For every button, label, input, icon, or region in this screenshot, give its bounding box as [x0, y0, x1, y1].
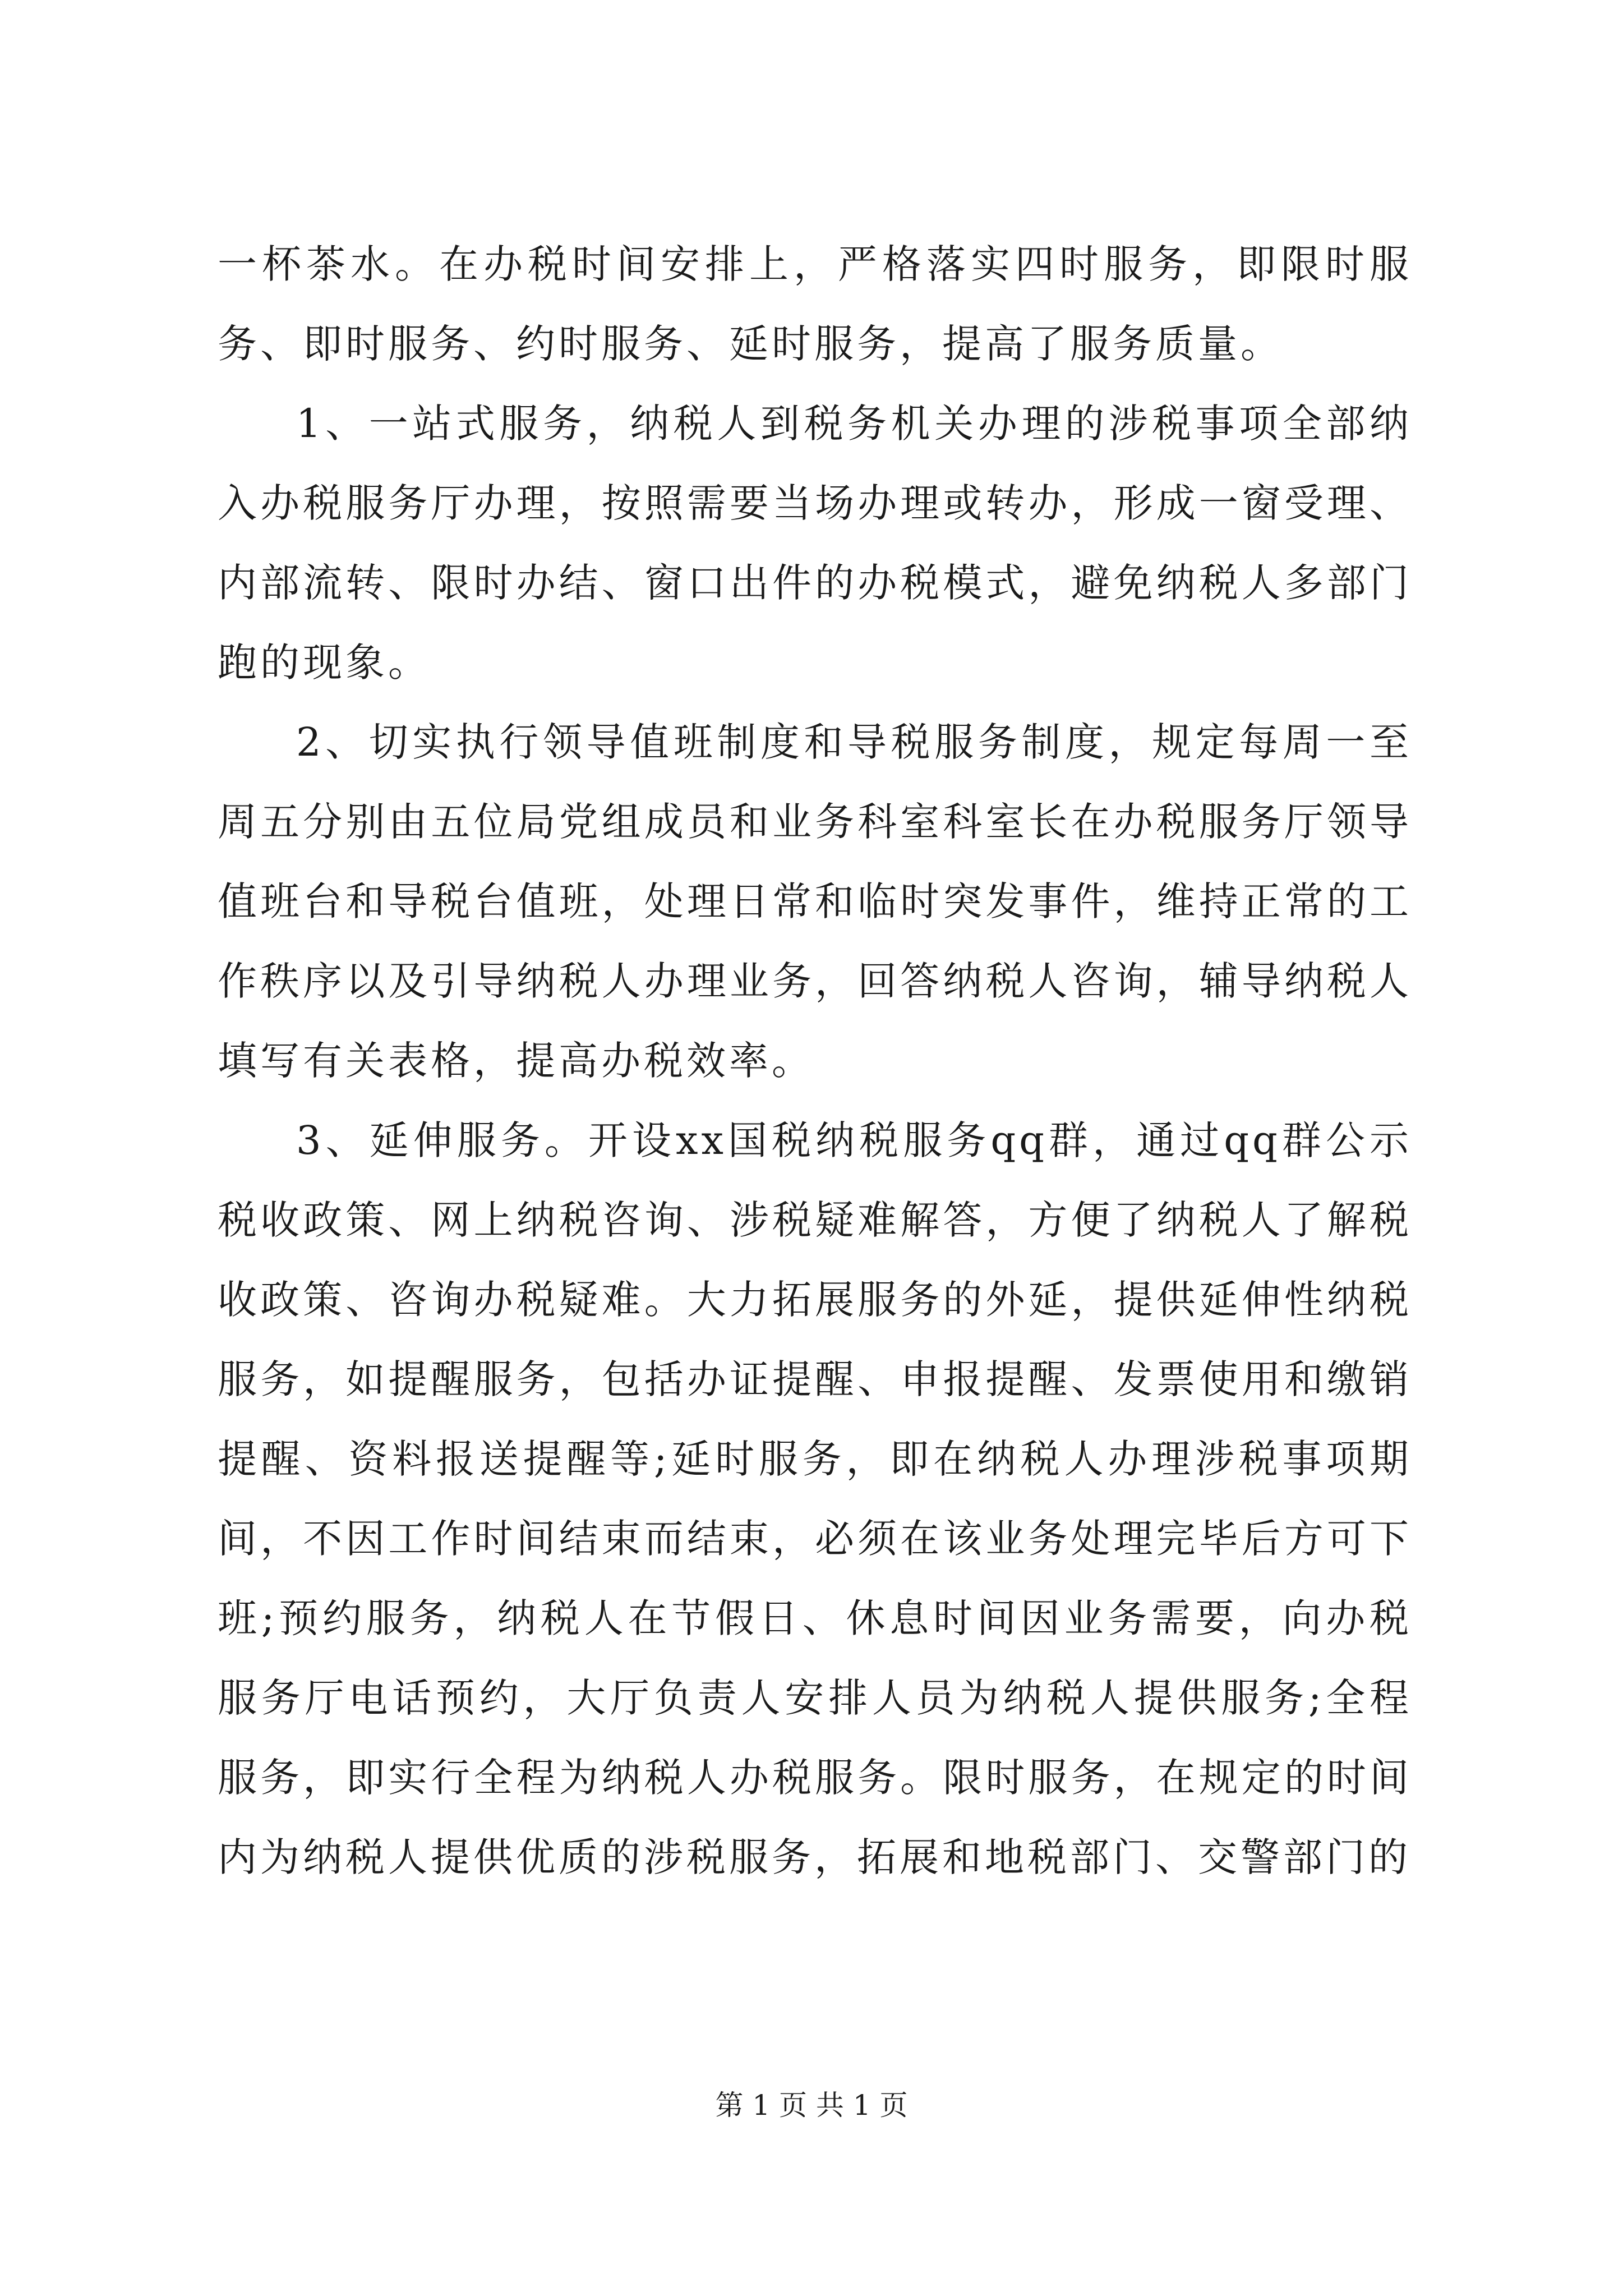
page-footer: 第 1 页 共 1 页 — [715, 2089, 908, 2122]
paragraph-extended-service: 3、延伸服务。开设xx国税纳税服务qq群，通过qq群公示税收政策、网上纳税咨询、涉税疑难解答，方便了纳税人了解税收政策、咨询办税疑难。大力拓展服务的外延，提供延伸性纳税服务，如提醒服务，包括办证提醒、申报提醒、发票使用和缴销提醒、资料报送提醒等;延时服务，即在纳税人办理涉税事项期间，不因工作时间结束而结束，必须在该业务处理完毕后方可下班;预约服务，纳税人在节假日、休息时间因业务需要，向办税服务厅电话预约，大厅负责人安排人员为纳税人提供服务;全程服务，即实行全程为纳税人办税服务。限时服务，在规定的时间内为纳税人提供优质的涉税服务，拓展和地税部门、交警部门的 — [218, 1117, 1412, 1880]
document-body — [218, 224, 1412, 1897]
paragraph-one-stop-service: 1、一站式服务，纳税人到税务机关办理的涉税事项全部纳入办税服务厅办理，按照需要当场办理或转办，形成一窗受理、内部流转、限时办结、窗口出件的办税模式，避免纳税人多部门跑的现象。 — [218, 401, 1412, 685]
paragraph-leader-duty: 2、切实执行领导值班制度和导税服务制度，规定每周一至周五分别由五位局党组成员和业务科室科室长在办税服务厅领导值班台和导税台值班，处理日常和临时突发事件，维持正常的工作秩序以及引导纳税人办理业务，回答纳税人咨询，辅导纳税人填写有关表格，提高办税效率。 — [218, 719, 1412, 1084]
paragraph-continuation: 一杯茶水。在办税时间安排上，严格落实四时服务，即限时服务、即时服务、约时服务、延时服务，提高了服务质量。 — [218, 241, 1412, 367]
